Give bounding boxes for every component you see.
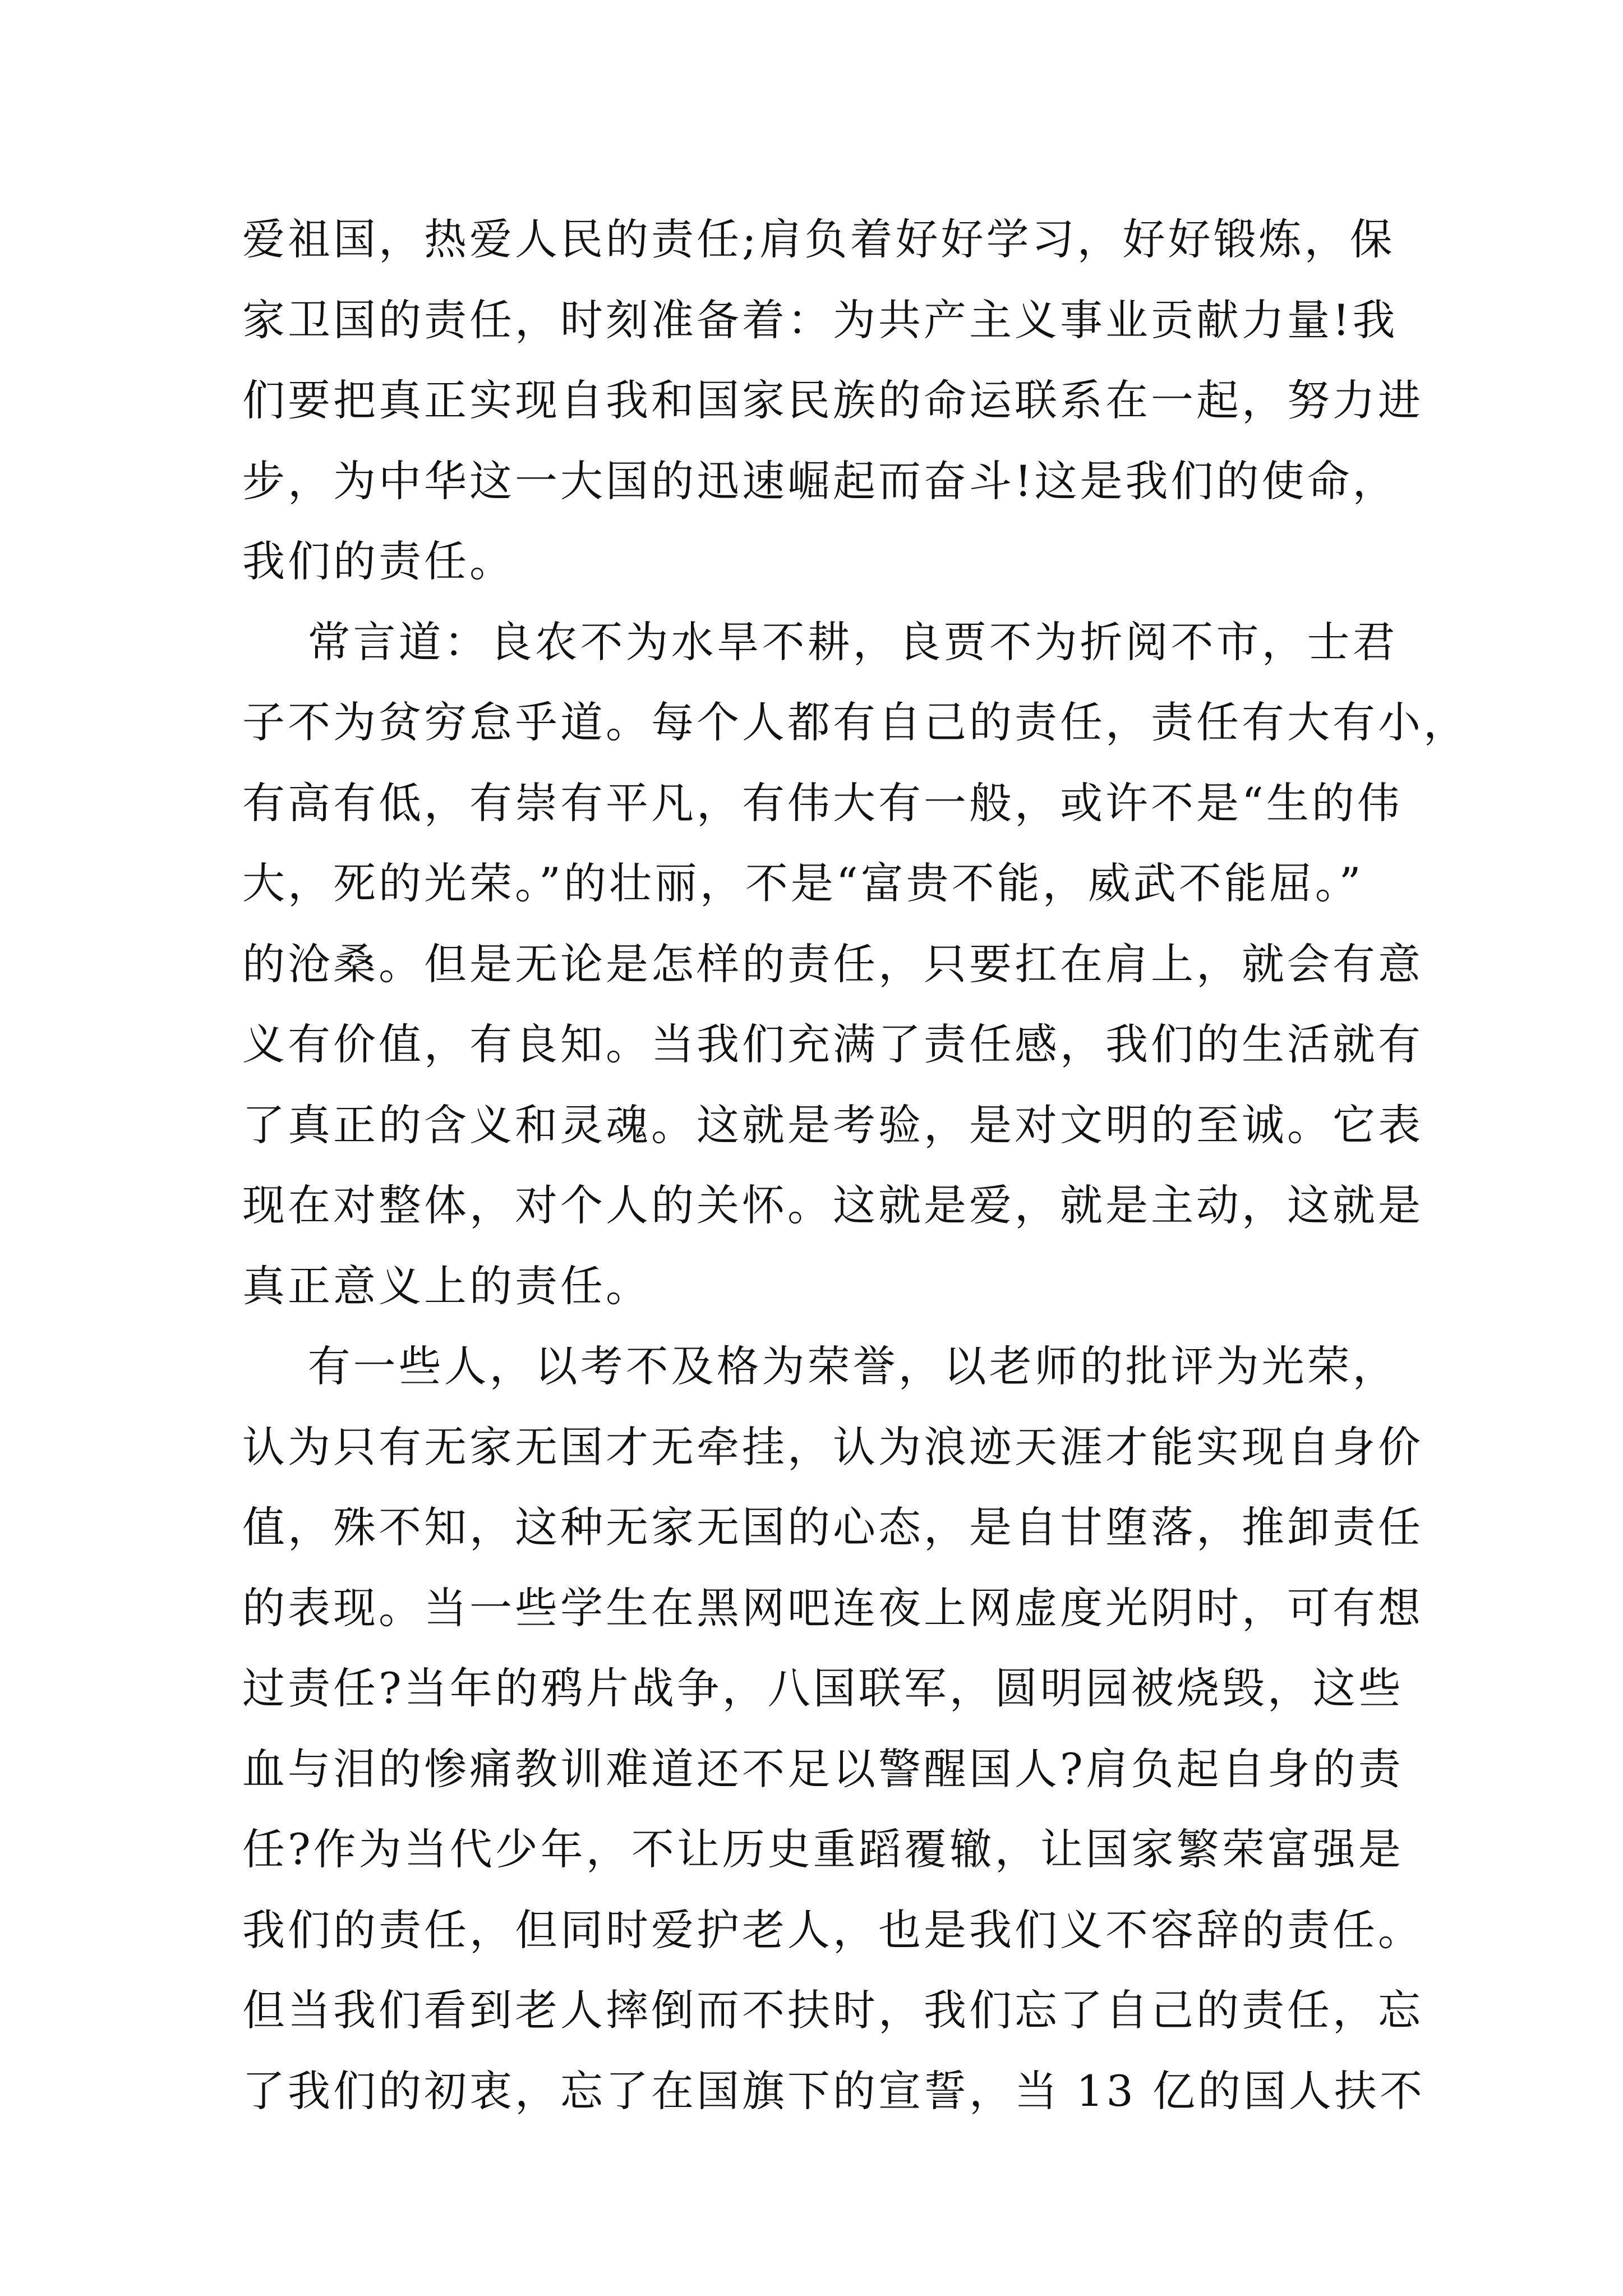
text-line: 血与泪的惨痛教训难道还不足以警醒国人?肩负起自身的责 <box>242 1743 1404 1794</box>
text-line: 了我们的初衷，忘了在国旗下的宣誓，当 13 亿的国人扶不 <box>242 2065 1426 2116</box>
text-line: 的沧桑。但是无论是怎样的责任，只要扛在肩上，就会有意 <box>242 938 1423 989</box>
text-line: 家卫国的责任，时刻准备着：为共产主义事业贡献力量!我 <box>242 295 1398 345</box>
text-line: 真正意义上的责任。 <box>242 1260 651 1311</box>
text-line: 的表现。当一些学生在黑网吧连夜上网虚度光阴时，可有想 <box>242 1582 1423 1633</box>
text-line: 过责任?当年的鸦片战争，八国联军，圆明园被烧毁，这些 <box>242 1663 1404 1713</box>
text-line: 大，死的光荣。”的壮丽，不是“富贵不能，威武不能屈。” <box>242 858 1364 908</box>
text-line: 有高有低，有崇有平凡，有伟大有一般，或许不是“生的伟 <box>242 777 1403 828</box>
text-line: 子不为贫穷怠乎道。每个人都有自己的责任，责任有大有小， <box>242 697 1469 747</box>
text-line: 任?作为当代少年，不让历史重蹈覆辙，让国家繁荣富强是 <box>242 1824 1404 1874</box>
text-line: 现在对整体，对个人的关怀。这就是爱，就是主动，这就是 <box>242 1180 1423 1230</box>
text-line: 但当我们看到老人摔倒而不扶时，我们忘了自己的责任，忘 <box>242 1985 1423 2035</box>
text-line: 们要把真正实现自我和国家民族的命运联系在一起，努力进 <box>242 375 1423 425</box>
text-line: 了真正的含义和灵魂。这就是考验，是对文明的至诚。它表 <box>242 1099 1423 1150</box>
text-line: 我们的责任。 <box>242 536 515 586</box>
text-line: 爱祖国，热爱人民的责任;肩负着好好学习，好好锻炼，保 <box>242 214 1395 264</box>
text-line: 我们的责任，但同时爱护老人，也是我们义不容辞的责任。 <box>242 1904 1423 1955</box>
text-line: 值，殊不知，这种无家无国的心态，是自甘堕落，推卸责任 <box>242 1502 1423 1552</box>
text-line: 认为只有无家无国才无牵挂，认为浪迹天涯才能实现自身价 <box>242 1421 1423 1472</box>
text-line: 步，为中华这一大国的迅速崛起而奋斗!这是我们的使命， <box>242 455 1398 506</box>
paragraph-start-line: 常言道：良农不为水旱不耕，良贾不为折阅不市，士君 <box>242 616 1398 667</box>
text-line: 义有价值，有良知。当我们充满了责任感，我们的生活就有 <box>242 1019 1423 1069</box>
paragraph-start-line: 有一些人，以考不及格为荣誉，以老师的批评为光荣， <box>242 1341 1398 1391</box>
essay-body <box>242 199 1469 2131</box>
